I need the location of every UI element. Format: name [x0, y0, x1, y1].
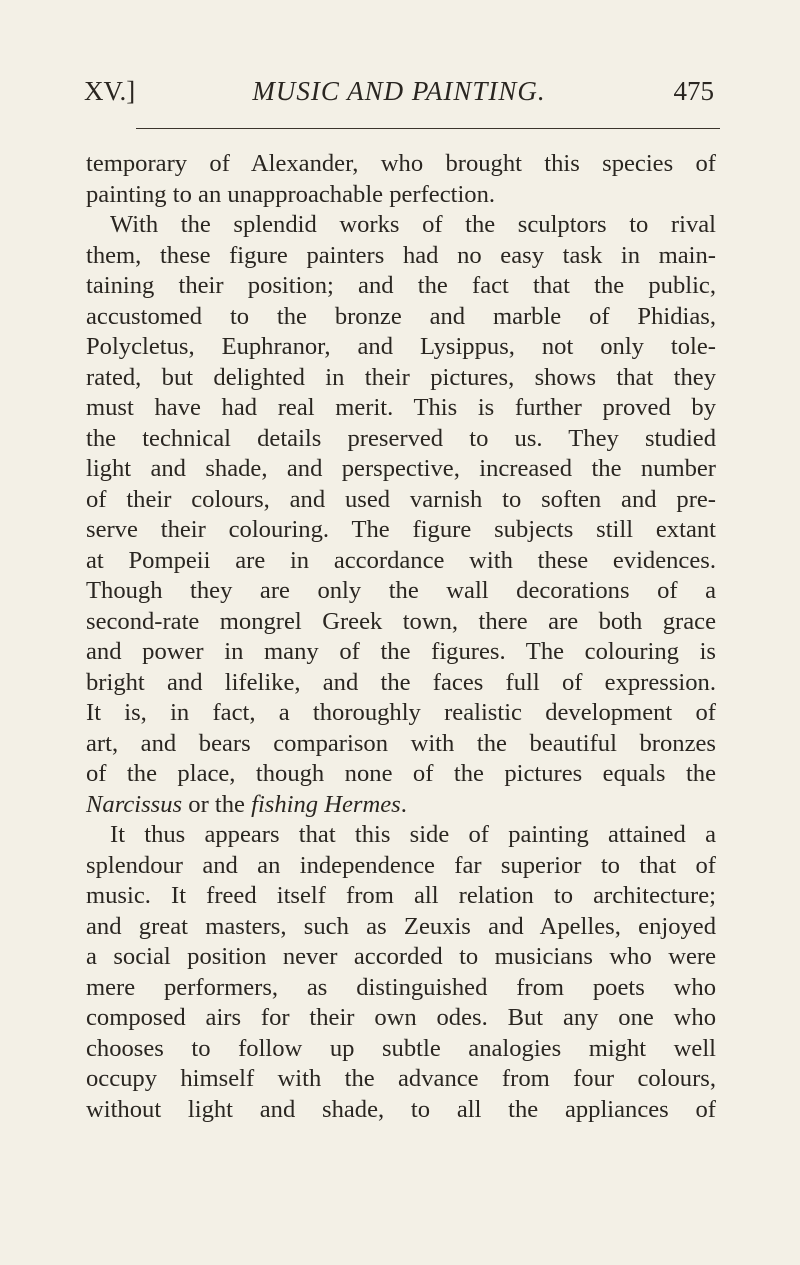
text-line: must have had real merit. This is further proved by: [86, 394, 716, 421]
text-line: and power in many of the figures. The colouring is: [86, 638, 716, 665]
running-header: [84, 76, 714, 116]
text-line: composed airs for their own odes. But any one who: [86, 1004, 716, 1031]
text-line: music. It freed itself from all relation to architecture;: [86, 882, 716, 909]
header-rule: [136, 128, 720, 129]
italic-title-fishing-hermes: fishing Hermes: [251, 790, 401, 818]
body-text: [86, 149, 716, 1125]
text-line: occupy himself with the advance from four colours,: [86, 1065, 716, 1092]
text-line: Polycletus, Euphranor, and Lysippus, not only tole-: [86, 333, 716, 360]
text-line: With the splendid works of the sculptors to rival: [110, 211, 716, 238]
running-title: MUSIC AND PAINTING.: [252, 76, 546, 106]
chapter-number: XV.]: [84, 76, 136, 106]
text-line: light and shade, and perspective, increased the number: [86, 455, 716, 482]
text-line: and great masters, such as Zeuxis and Apelles, enjoyed: [86, 912, 716, 940]
text-line: [86, 790, 716, 821]
text-line: art, and bears comparison with the beautiful bronzes: [86, 729, 716, 757]
text-fragment: or the: [182, 790, 252, 818]
text-line: of the place, though none of the pictures equals the: [86, 760, 716, 787]
text-line: temporary of Alexander, who brought this species of: [86, 150, 716, 177]
text-line: bright and lifelike, and the faces full of expression.: [86, 668, 716, 696]
text-line: Though they are only the wall decorations of a: [86, 577, 716, 604]
text-line: accustomed to the bronze and marble of Phidias,: [86, 302, 716, 330]
text-line: mere performers, as distinguished from poets who: [86, 973, 716, 1001]
text-line: taining their position; and the fact that the public,: [86, 272, 716, 299]
text-line: It is, in fact, a thoroughly realistic development of: [86, 699, 716, 726]
text-fragment: .: [400, 790, 407, 818]
text-line: second-rate mongrel Greek town, there are both grace: [86, 607, 716, 635]
text-line: without light and shade, to all the appliances of: [86, 1095, 716, 1123]
text-line: splendour and an independence far superior to that of: [86, 851, 716, 879]
text-line: them, these figure painters had no easy task in main-: [86, 241, 716, 269]
text-line: rated, but delighted in their pictures, shows that they: [86, 363, 716, 391]
text-line: painting to an unapproachable perfection.: [86, 180, 496, 208]
italic-title-narcissus: Narcissus: [86, 790, 183, 818]
text-line: at Pompeii are in accordance with these evidences.: [86, 546, 716, 574]
text-line: a social position never accorded to musicians who were: [86, 943, 716, 970]
text-line: chooses to follow up subtle analogies might well: [86, 1034, 716, 1062]
text-line: of their colours, and used varnish to soften and pre-: [86, 485, 716, 513]
text-line: the technical details preserved to us. They studied: [86, 424, 716, 452]
text-line: serve their colouring. The figure subjects still extant: [86, 516, 716, 543]
page-number: 475: [673, 76, 714, 106]
text-line: It thus appears that this side of painting attained a: [110, 821, 716, 848]
